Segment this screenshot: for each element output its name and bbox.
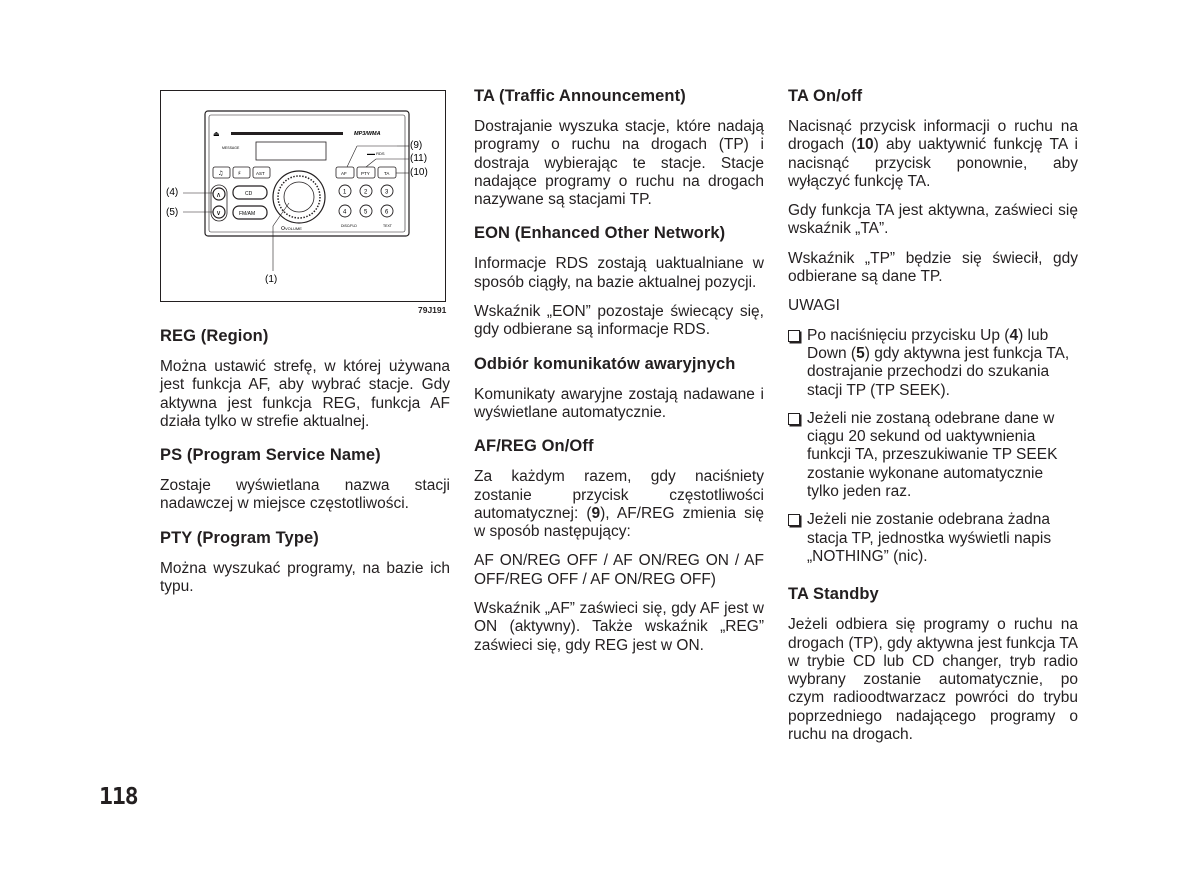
emergency-text: Komunikaty awaryjne zostają nadawane i wyświetlane automatycznie. xyxy=(474,385,764,421)
svg-text:3: 3 xyxy=(385,189,389,196)
callout-5: (5) xyxy=(166,207,179,218)
figure-code: 79J191 xyxy=(418,305,447,315)
callout-4: (4) xyxy=(166,187,179,198)
eon-text-1: Informacje RDS zostają uaktualniane w sposób ciągły, na bazie aktualnej pozycji. xyxy=(474,255,764,291)
afreg-text-3: Wskaźnik „AF” zaświeci się, gdy AF jest w ON (aktywny). Także wskaźnik „REG” zaświeci się, gdy REG jest w ON. xyxy=(474,600,764,654)
note-item-2: Jeżeli nie zostaną odebrane dane w ciągu 20 sekund od uaktywnienia funkcji TA, przeszukiwanie TP SEEK zostanie wykonane automatycznie tylko jeden raz. xyxy=(788,410,1078,501)
note-item-3: Jeżeli nie zostanie odebrana żadna stacja TP, jednostka wyświetli napis „NOTHING” (nic). xyxy=(788,511,1078,566)
callout-1: (1) xyxy=(265,274,278,285)
svg-text:DISC/FLD: DISC/FLD xyxy=(341,224,357,228)
reg-section xyxy=(160,326,450,431)
note-item-1: Po naciśnięciu przycisku Up (4) lub Down (5) gdy aktywna jest funkcja TA, dostrajanie przechodzi do szukania stacji TP (TP SEEK). xyxy=(788,327,1078,400)
pty-section xyxy=(160,528,450,597)
standby-section xyxy=(788,584,1078,744)
eon-heading: EON (Enhanced Other Network) xyxy=(474,224,726,243)
svg-text:⏏: ⏏ xyxy=(213,130,220,138)
afreg-text-2: AF ON/REG OFF / AF ON/REG ON / AF OFF/REG OFF / AF ON/REG OFF) xyxy=(474,552,764,588)
svg-text:2: 2 xyxy=(364,189,368,196)
pty-heading: PTY (Program Type) xyxy=(160,528,319,547)
svg-text:♯: ♯ xyxy=(238,170,241,177)
standby-heading: TA Standby xyxy=(788,585,879,604)
reg-text: Można ustawić strefę, w której używana jest funkcja AF, aby wybrać stacje. Gdy aktywna jest funkcja REG, funkcja AF działa tylko w strefie aktualnej. xyxy=(160,358,450,430)
ta-onoff-text-1: Nacisnąć przycisk informacji o ruchu na drogach (10) aby uaktywnić funkcję TA i nacisnąć przycisk ponownie, aby wyłączyć funkcję TA. xyxy=(788,118,1078,190)
svg-text:TA: TA xyxy=(384,171,390,176)
callout-11: (11) xyxy=(410,153,428,164)
emergency-heading: Odbiór komunikatów awaryjnych xyxy=(474,354,736,373)
checkbox-bullet-icon xyxy=(788,330,800,342)
svg-text:♫: ♫ xyxy=(218,170,224,177)
cd-slot xyxy=(231,132,343,135)
column-2 xyxy=(474,86,764,669)
column-1 xyxy=(160,326,450,610)
svg-text:FM/AM: FM/AM xyxy=(239,211,256,217)
afreg-section xyxy=(474,436,764,655)
svg-text:▬▬ RDS: ▬▬ RDS xyxy=(367,151,385,156)
checkbox-bullet-icon xyxy=(788,514,800,526)
callout-10: (10) xyxy=(410,167,428,178)
ta-onoff-heading: TA On/off xyxy=(788,87,863,105)
svg-text:AF: AF xyxy=(341,171,347,176)
eon-text-2: Wskaźnik „EON” pozostaje świecący się, gdy odbierane są informacje RDS. xyxy=(474,303,764,339)
checkbox-bullet-icon xyxy=(788,413,800,425)
afreg-heading: AF/REG On/Off xyxy=(474,437,594,456)
svg-text:6: 6 xyxy=(385,209,389,216)
svg-text:MESSAGE: MESSAGE xyxy=(222,146,240,150)
pty-text: Można wyszukać programy, na bazie ich typu. xyxy=(160,559,450,596)
callout-9: (9) xyxy=(410,140,423,151)
svg-text:TEXT: TEXT xyxy=(383,224,392,228)
ast-label: AST xyxy=(256,171,265,176)
svg-text:5: 5 xyxy=(364,209,368,216)
notes-label: UWAGI xyxy=(788,297,840,315)
radio-illustration xyxy=(161,91,445,301)
standby-text: Jeżeli odbiera się programy o ruchu na drogach (TP), gdy aktywna jest funkcja TA w trybie CD lub CD changer, tryb radio wybrany zostanie automatycznie, po czym radioodtwarzacz powróci do trybu poprzedniego nadającego programy o ruchu na drogach. xyxy=(788,616,1078,744)
emergency-section xyxy=(474,354,764,423)
ta-onoff-section xyxy=(788,86,1078,566)
svg-text:VOLUME: VOLUME xyxy=(285,226,302,231)
ta-text: Dostrajanie wyszuka stacje, które nadają programy o ruchu na drogach (TP) i dostraja wybierając te stacje. Stacje nadające programy o ruchu na drogach nazywane są stacjami TP. xyxy=(474,118,764,209)
svg-text:4: 4 xyxy=(343,209,347,216)
svg-text:CD: CD xyxy=(245,191,253,197)
column-3 xyxy=(788,86,1078,758)
svg-text:1: 1 xyxy=(343,189,347,196)
svg-text:∧: ∧ xyxy=(216,191,222,199)
ta-onoff-text-3: Wskaźnik „TP” będzie się świecił, gdy odbierane są dane TP. xyxy=(788,249,1078,286)
reg-heading: REG (Region) xyxy=(160,327,269,345)
ta-heading: TA (Traffic Announcement) xyxy=(474,87,686,105)
ps-section xyxy=(160,445,450,514)
notes-list xyxy=(788,327,1078,567)
afreg-text-1: Za każdym razem, gdy naciśniety zostanie przycisk częstotliwości automatycznej: (9), AF/REG zmienia się w sposób następujący: xyxy=(474,468,764,541)
page-number: 118 xyxy=(99,784,138,810)
ps-heading: PS (Program Service Name) xyxy=(160,446,381,465)
radio-figure xyxy=(160,90,446,302)
mp3-logo: MP3/WMA xyxy=(354,131,381,137)
ta-section xyxy=(474,86,764,209)
eon-section xyxy=(474,223,764,339)
svg-text:PTY: PTY xyxy=(361,171,370,176)
svg-text:∨: ∨ xyxy=(216,209,222,217)
ps-text: Zostaje wyświetlana nazwa stacji nadawczej w miejsce częstotliwości. xyxy=(160,477,450,513)
ta-onoff-text-2: Gdy funkcja TA jest aktywna, zaświeci się wskaźnik „TA”. xyxy=(788,202,1078,238)
